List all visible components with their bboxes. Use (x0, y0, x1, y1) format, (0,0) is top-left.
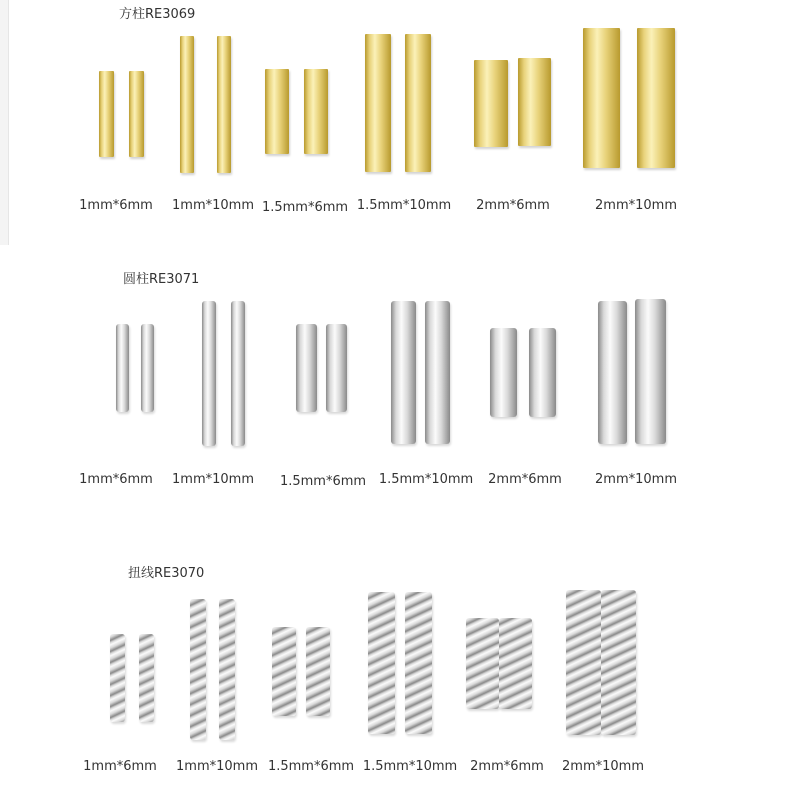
gold-square-pillar (405, 34, 431, 172)
gold-square-pillar (180, 36, 194, 173)
size-label: 1mm*6mm (79, 472, 153, 487)
page-edge-strip (0, 0, 9, 245)
gold-square-pillar (304, 69, 328, 154)
gold-square-pillar (474, 60, 508, 147)
silver-round-pillar (231, 301, 245, 446)
silver-round-pillar (490, 328, 517, 417)
silver-round-pillar (296, 324, 317, 412)
section-title-round-pillar: 圆柱RE3071 (123, 272, 200, 287)
section-title-twisted-wire: 扭线RE3070 (128, 566, 205, 581)
silver-round-pillar (529, 328, 556, 417)
silver-twisted-pillar (272, 627, 296, 716)
silver-twisted-pillar (306, 627, 330, 716)
silver-twisted-pillar (499, 618, 532, 709)
silver-twisted-pillar (219, 599, 235, 740)
size-label: 2mm*6mm (470, 759, 544, 774)
size-label: 2mm*6mm (488, 472, 562, 487)
silver-round-pillar (635, 299, 666, 444)
silver-round-pillar (141, 324, 154, 412)
size-label: 1mm*6mm (83, 759, 157, 774)
silver-twisted-pillar (405, 592, 432, 734)
size-label: 1.5mm*10mm (362, 759, 458, 774)
silver-twisted-pillar (466, 618, 499, 709)
silver-twisted-pillar (110, 634, 125, 722)
gold-square-pillar (217, 36, 231, 173)
gold-square-pillar (265, 69, 289, 154)
gold-square-pillar (583, 28, 620, 168)
size-label: 2mm*6mm (476, 198, 550, 213)
size-label: 1.5mm*6mm (261, 200, 349, 215)
silver-round-pillar (425, 301, 450, 444)
gold-square-pillar (129, 71, 144, 157)
silver-round-pillar (202, 301, 216, 446)
size-label: 1.5mm*10mm (378, 472, 474, 487)
silver-twisted-pillar (566, 590, 601, 735)
size-label: 2mm*10mm (595, 472, 677, 487)
silver-round-pillar (598, 301, 627, 444)
size-label: 1mm*6mm (79, 198, 153, 213)
size-label: 1.5mm*6mm (279, 474, 367, 489)
silver-twisted-pillar (368, 592, 395, 734)
size-label: 2mm*10mm (562, 759, 644, 774)
silver-twisted-pillar (601, 590, 636, 735)
silver-round-pillar (391, 301, 416, 444)
silver-twisted-pillar (190, 599, 206, 740)
gold-square-pillar (99, 71, 114, 157)
size-label: 1mm*10mm (176, 759, 258, 774)
size-label: 2mm*10mm (595, 198, 677, 213)
size-label: 1.5mm*6mm (267, 759, 355, 774)
silver-round-pillar (116, 324, 129, 412)
section-title-square-pillar: 方柱RE3069 (119, 7, 196, 22)
silver-round-pillar (326, 324, 347, 412)
gold-square-pillar (518, 58, 551, 146)
size-label: 1.5mm*10mm (356, 198, 452, 213)
size-label: 1mm*10mm (172, 472, 254, 487)
gold-square-pillar (637, 28, 675, 168)
size-label: 1mm*10mm (172, 198, 254, 213)
silver-twisted-pillar (139, 634, 154, 722)
gold-square-pillar (365, 34, 391, 172)
